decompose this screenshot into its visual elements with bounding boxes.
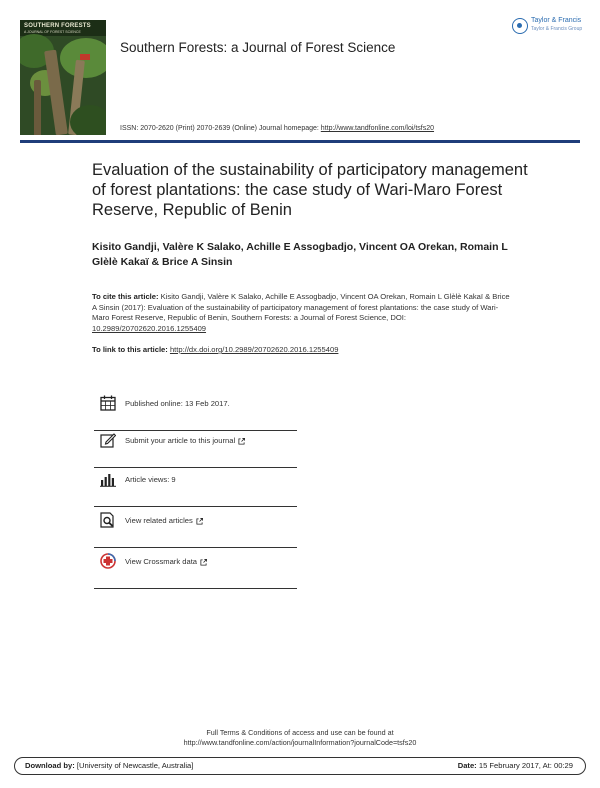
- download-info-bar: [14, 757, 586, 775]
- related-articles-text: View related articles: [125, 516, 193, 525]
- crossmark-row[interactable]: [94, 551, 297, 589]
- download-date-value: 15 February 2017, At: 00:29: [478, 761, 573, 770]
- downloaded-by-label: Download by:: [25, 761, 75, 770]
- citation-label: To cite this article:: [92, 292, 159, 301]
- download-date: [458, 761, 573, 770]
- published-online-row: [94, 393, 297, 431]
- publisher-subname: Taylor & Francis Group: [531, 26, 583, 32]
- article-link-block: [92, 345, 512, 354]
- issn-text: ISSN: 2070-2620 (Print) 2070-2639 (Online) Journal homepage:: [120, 125, 319, 132]
- row-divider: [94, 467, 297, 469]
- journal-cover-image: [20, 20, 106, 135]
- edit-pencil-icon: [100, 432, 116, 448]
- calendar-icon: [100, 395, 116, 411]
- terms-line-1: Full Terms & Conditions of access and use can be found at: [206, 728, 394, 737]
- article-views-text: Article views: 9: [125, 475, 176, 484]
- publisher-logo[interactable]: [512, 16, 592, 38]
- row-divider: [94, 506, 297, 508]
- bar-chart-icon: [100, 471, 116, 487]
- external-link-icon: [200, 559, 207, 566]
- download-date-label: Date:: [457, 761, 477, 770]
- related-articles-link[interactable]: [125, 516, 203, 525]
- terms-url-link[interactable]: http://www.tandfonline.com/action/journalInformation?journalCode=tsfs20: [183, 738, 417, 747]
- submit-article-row[interactable]: [94, 430, 297, 468]
- published-online-text: Published online: 13 Feb 2017.: [125, 399, 230, 408]
- submit-article-link[interactable]: [125, 436, 245, 445]
- crossmark-icon: [100, 553, 116, 569]
- publisher-name: Taylor & Francis: [531, 17, 582, 24]
- article-link-label: To link to this article:: [92, 345, 168, 354]
- citation-doi-link[interactable]: 10.2989/20702620.2016.1255409: [92, 323, 207, 333]
- downloaded-by: [25, 761, 193, 770]
- submit-article-text: Submit your article to this journal: [125, 436, 236, 445]
- external-link-icon: [196, 518, 203, 525]
- related-articles-row[interactable]: [94, 510, 297, 548]
- crossmark-text: View Crossmark data: [125, 557, 198, 566]
- article-authors: Kisito Gandji, Valère K Salako, Achille E Assogbadjo, Vincent OA Orekan, Romain L Glèlè Kakaï & Brice A Sinsin: [92, 241, 508, 268]
- downloaded-by-value: [University of Newcastle, Australia]: [76, 761, 194, 770]
- cover-subtitle: A JOURNAL OF FOREST SCIENCE: [24, 30, 81, 34]
- article-doi-url-link[interactable]: http://dx.doi.org/10.2989/20702620.2016.1255409: [169, 345, 339, 354]
- external-link-icon: [238, 438, 245, 445]
- publisher-logo-icon: [512, 18, 528, 34]
- article-title: Evaluation of the sustainability of participatory management of forest plantations: the case study of Wari-Maro Forest Reserve, Republic of Benin: [92, 161, 528, 219]
- row-divider: [94, 547, 297, 549]
- issn-line: [120, 125, 434, 132]
- cover-title: SOUTHERN FORESTS: [24, 23, 91, 29]
- citation-text: Kisito Gandji, Valère K Salako, Achille E Assogbadjo, Vincent OA Orekan, Romain L Glèlè Kakaï & Brice A Sinsin (2017): Evaluation of the sustainability of participatory management of forest plantations: the case study of Wari-Maro Forest Reserve, Republic of Benin, Southern Forests: a Journal of Forest Science, DOI:: [92, 292, 510, 323]
- citation-block: [92, 292, 512, 334]
- row-divider: [94, 588, 297, 590]
- header-divider: [20, 140, 580, 143]
- journal-homepage-link[interactable]: http://www.tandfonline.com/loi/tsfs20: [320, 125, 435, 132]
- terms-notice: [100, 728, 500, 748]
- document-search-icon: [100, 512, 116, 528]
- crossmark-link[interactable]: [125, 557, 207, 566]
- journal-title: Southern Forests: a Journal of Forest Science: [120, 40, 396, 55]
- article-views-row: [94, 469, 297, 507]
